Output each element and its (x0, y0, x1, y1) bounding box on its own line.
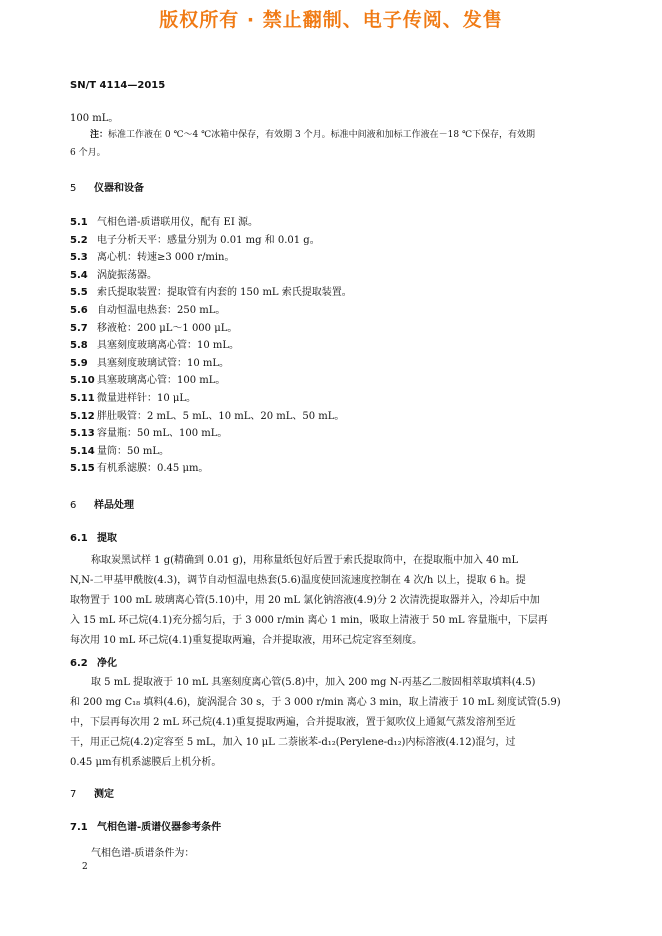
equipment-item (70, 389, 196, 404)
equipment-item (70, 248, 234, 263)
item-number: 5.8 (70, 340, 88, 352)
continued-line: 100 mL。 (70, 113, 119, 124)
paragraph-line: 取 5 mL 提取液于 10 mL 具塞刻度离心管(5.8)中，加入 200 mg N-丙基乙二胺固相萃取填料(4.5) (91, 677, 536, 688)
page-number: 2 (82, 862, 88, 872)
equipment-item (70, 319, 237, 334)
equipment-item (70, 407, 344, 422)
item-number: 5.5 (70, 287, 88, 299)
item-text: 电子分析天平：感量分别为 0.01 mg 和 0.01 g。 (97, 234, 320, 246)
note-text: 标准工作液在 0 ℃～4 ℃冰箱中保存，有效期 3 个月。标准中间液和加标工作液在－18 ℃下保存，有效期 (108, 130, 536, 140)
section-7-heading (70, 785, 114, 800)
equipment-item (70, 231, 320, 246)
equipment-item (70, 336, 239, 351)
item-number: 5.15 (70, 463, 95, 475)
section-number: 6 (70, 500, 77, 511)
item-text: 涡旋振荡器。 (97, 269, 157, 281)
item-number: 5.1 (70, 217, 88, 228)
paragraph-line: 中，下层再每次用 2 mL 环己烷(4.1)重复提取两遍，合并提取液，置于氮吹仪上通氮气蒸发溶剂至近 (70, 717, 516, 728)
paragraph-line: 入 15 mL 环己烷(4.1)充分摇匀后，于 3 000 r/min 离心 1 min，吸取上清液于 50 mL 容量瓶中，下层再 (70, 615, 548, 626)
paragraph-line: 干，用正己烷(4.2)定容至 5 mL，加入 10 μL 二萘嵌苯-d₁₂(Perylene-d₁₂)内标溶液(4.12)混匀，过 (70, 737, 516, 748)
cleanup-paragraph (70, 673, 591, 773)
item-number: 5.4 (70, 269, 88, 281)
section-title: 测定 (94, 789, 114, 800)
item-text: 胖肚吸管：2 mL、5 mL、10 mL、20 mL、50 mL。 (97, 410, 345, 422)
paragraph-line: 每次用 10 mL 环己烷(4.1)重复提取两遍，合并提取液，用环己烷定容至刻度。 (70, 635, 423, 646)
item-text: 离心机：转速≥3 000 r/min。 (97, 252, 235, 264)
item-number: 5.6 (70, 305, 88, 316)
section-6-heading (70, 496, 134, 511)
item-text: 移液枪：200 μL～1 000 μL。 (97, 322, 238, 334)
equipment-item (70, 283, 352, 298)
equipment-item (70, 213, 258, 228)
item-text: 容量瓶：50 mL、100 mL。 (97, 428, 228, 440)
item-text: 量筒：50 mL。 (97, 445, 170, 457)
note-label: 注： (90, 130, 109, 140)
paragraph-line: 取物置于 100 mL 玻璃离心管(5.10)中，用 20 mL 氯化钠溶液(4.9)分 2 次清洗提取器并入，冷却后中加 (70, 595, 540, 606)
extraction-paragraph (70, 551, 591, 651)
section-title: 仪器和设备 (94, 183, 144, 194)
subsection-number: 6.2 (70, 658, 88, 669)
item-number: 5.12 (70, 410, 95, 422)
item-text: 微量进样针：10 μL。 (97, 393, 197, 404)
standard-code: SN/T 4114—2015 (70, 80, 166, 91)
section-title: 样品处理 (94, 500, 134, 511)
gcms-conditions-intro: 气相色谱-质谱条件为： (91, 848, 195, 859)
section-number: 5 (70, 183, 77, 194)
subsection-title: 气相色谱-质谱仪器参考条件 (97, 822, 222, 833)
item-text: 气相色谱-质谱联用仪，配有 EI 源。 (97, 217, 258, 228)
item-text: 自动恒温电热套：250 mL。 (97, 305, 226, 316)
subsection-title: 提取 (97, 533, 117, 544)
section-5-heading (70, 179, 144, 194)
item-text: 具塞刻度玻璃离心管：10 mL。 (97, 340, 240, 352)
item-number: 5.13 (70, 428, 95, 440)
subsection-6-2-heading (70, 654, 117, 669)
item-text: 有机系滤膜：0.45 μm。 (97, 463, 209, 475)
item-number: 5.7 (70, 322, 88, 334)
equipment-item (70, 301, 225, 316)
subsection-number: 7.1 (70, 822, 88, 833)
paragraph-line: 称取炭黑试样 1 g(精确到 0.01 g)，用称量纸包好后置于索氏提取筒中，在提取瓶中加入 40 mL (91, 555, 519, 566)
item-number: 5.10 (70, 375, 95, 387)
equipment-item (70, 442, 169, 457)
subsection-number: 6.1 (70, 533, 88, 544)
note-line-2: 6 个月。 (70, 148, 106, 158)
equipment-item (70, 354, 229, 369)
equipment-item (70, 459, 208, 474)
section-number: 7 (70, 789, 77, 800)
item-text: 具塞玻璃离心管：100 mL。 (97, 375, 226, 387)
paragraph-line: 0.45 μm有机系滤膜后上机分析。 (70, 757, 222, 768)
paragraph-line: 和 200 mg C₁₈ 填料(4.6)，旋涡混合 30 s，于 3 000 r/min 离心 3 min，取上清液于 10 mL 刻度试管(5.9) (70, 697, 561, 708)
subsection-6-1-heading (70, 529, 117, 544)
item-number: 5.14 (70, 445, 95, 457)
note-line-1 (90, 127, 535, 140)
item-number: 5.3 (70, 252, 88, 264)
item-number: 5.11 (70, 393, 95, 404)
equipment-item (70, 266, 157, 281)
equipment-item (70, 424, 227, 439)
item-text: 具塞刻度玻璃试管：10 mL。 (97, 357, 230, 369)
item-number: 5.2 (70, 234, 88, 246)
equipment-item (70, 371, 225, 386)
copyright-watermark: 版权所有 · 禁止翻制、电子传阅、发售 (159, 9, 503, 31)
subsection-7-1-heading (70, 818, 221, 833)
item-text: 索氏提取装置：提取管有内套的 150 mL 索氏提取装置。 (97, 287, 352, 299)
item-number: 5.9 (70, 357, 88, 369)
paragraph-line: N,N-二甲基甲酰胺(4.3)，调节自动恒温电热套(5.6)温度使回流速度控制在 4 次/h 以上，提取 6 h。提 (70, 575, 526, 586)
subsection-title: 净化 (97, 658, 117, 669)
